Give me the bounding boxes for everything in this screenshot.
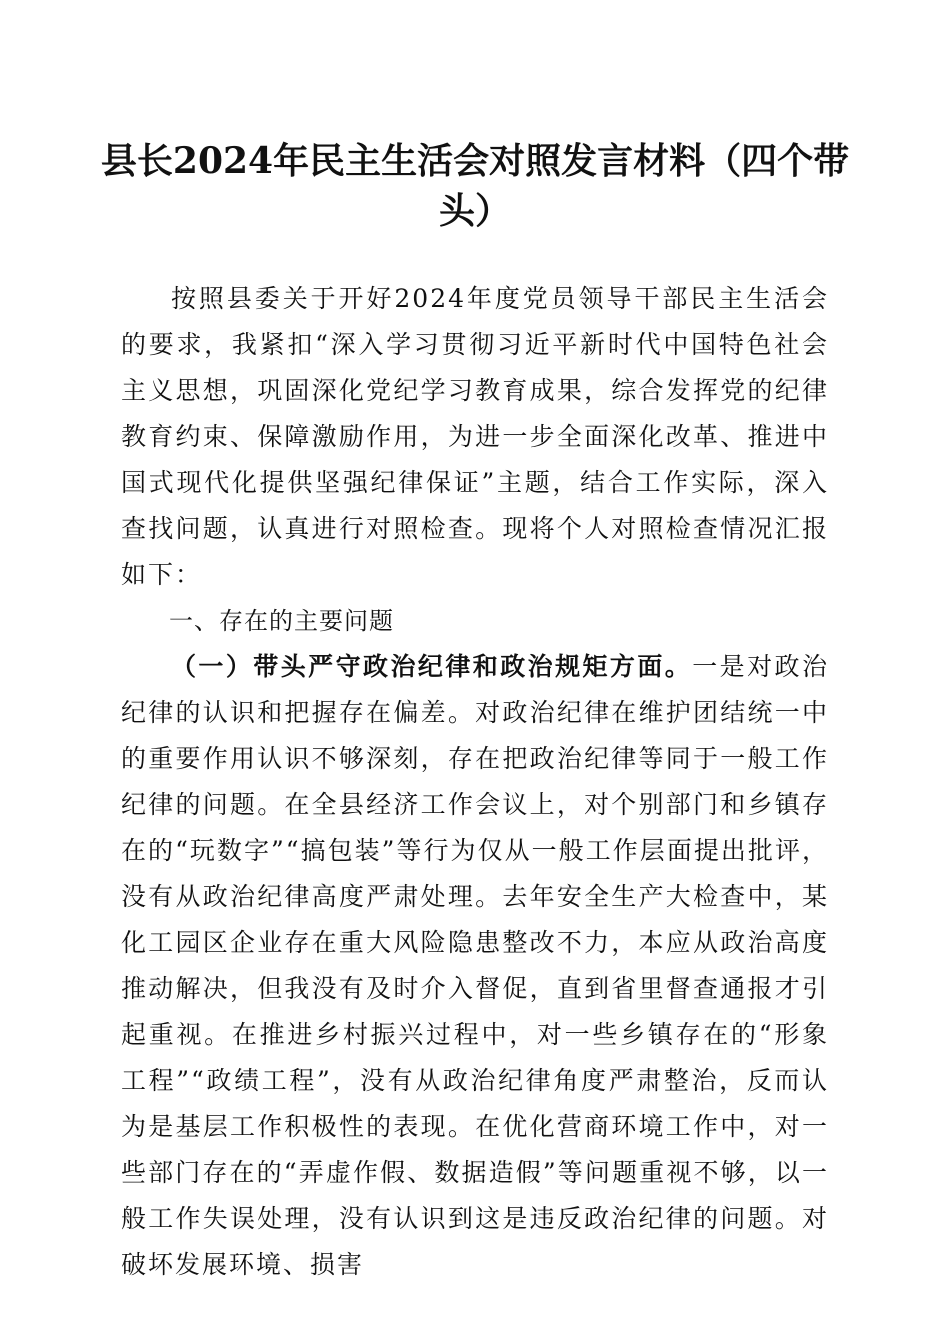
- document-title: 县长2024年民主生活会对照发言材料（四个带头）: [100, 140, 850, 232]
- document-body: [121, 276, 829, 1288]
- subsection-text: 一是对政治纪律的认识和把握存在偏差。对政治纪律在维护团结统一中的重要作用认识不够深刻，存在把政治纪律等同于一般工作纪律的问题。在全县经济工作会议上，对个别部门和乡镇存在的“玩数字”“搞包装”等行为仅从一般工作层面提出批评，没有从政治纪律高度严肃处理。去年安全生产大检查中，某化工园区企业存在重大风险隐患整改不力，本应从政治高度推动解决，但我没有及时介入督促，直到省里督查通报才引起重视。在推进乡村振兴过程中，对一些乡镇存在的“形象工程”“政绩工程”，没有从政治纪律角度严肃整治，反而认为是基层工作积极性的表现。在优化营商环境工作中，对一些部门存在的“弄虚作假、数据造假”等问题重视不够，以一般工作失误处理，没有认识到这是违反政治纪律的问题。对破坏发展环境、损害: [121, 652, 829, 1279]
- subsection-paragraph-political-discipline: [121, 644, 829, 1288]
- intro-paragraph: 按照县委关于开好2024年度党员领导干部民主生活会的要求，我紧扣“深入学习贯彻习近平新时代中国特色社会主义思想，巩固深化党纪学习教育成果，综合发挥党的纪律教育约束、保障激励作用，为进一步全面深化改革、推进中国式现代化提供坚强纪律保证”主题，结合工作实际，深入查找问题，认真进行对照检查。现将个人对照检查情况汇报如下：: [121, 284, 829, 589]
- section-heading-problems: 一、存在的主要问题: [169, 607, 394, 635]
- subsection-lead: （一）带头严守政治纪律和政治规矩方面。: [171, 652, 693, 681]
